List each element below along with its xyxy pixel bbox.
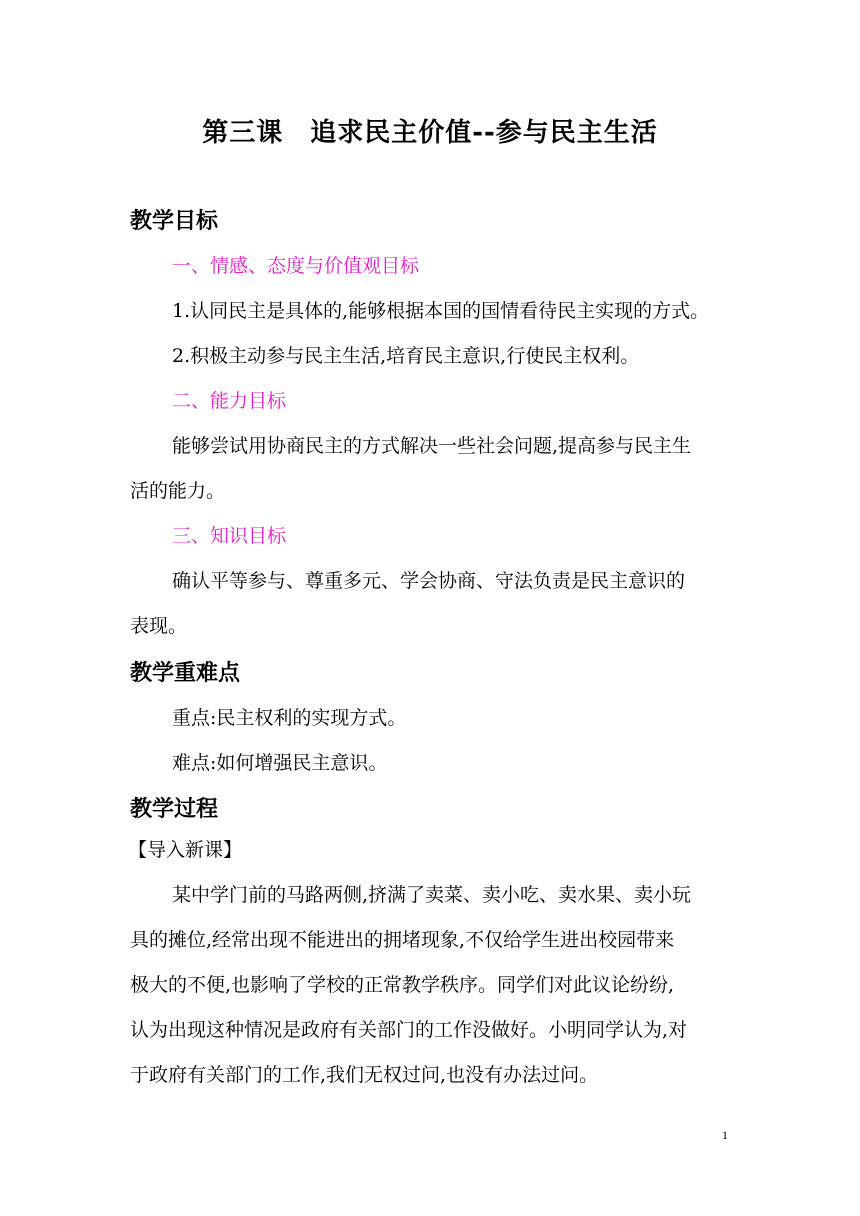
ability-line-2: 活的能力。 (130, 480, 226, 502)
key-point-focus: 重点:民主权利的实现方式。 (172, 707, 407, 729)
intro-label: 【导入新课】 (128, 839, 243, 861)
intro-line-3: 极大的不便,也影响了学校的正常教学秩序。同学们对此议论纷纷, (130, 974, 675, 996)
objectives-heading: 教学目标 (130, 209, 219, 234)
objective-item-2: 2.积极主动参与民主生活,培育民主意识,行使民主权利。 (172, 345, 640, 367)
process-heading: 教学过程 (130, 797, 219, 822)
intro-line-4: 认为出现这种情况是政府有关部门的工作没做好。小明同学认为,对 (130, 1019, 688, 1041)
knowledge-line-2: 表现。 (130, 615, 188, 637)
ability-line-1: 能够尝试用协商民主的方式解决一些社会问题,提高参与民主生 (172, 435, 692, 457)
section-knowledge-heading: 三、知识目标 (172, 525, 287, 547)
section-ability-heading: 二、能力目标 (172, 390, 287, 412)
intro-line-2: 具的摊位,经常出现不能进出的拥堵现象,不仅给学生进出校园带来 (130, 929, 675, 951)
intro-line-1: 某中学门前的马路两侧,挤满了卖菜、卖小吃、卖水果、卖小玩 (172, 884, 692, 906)
knowledge-line-1: 确认平等参与、尊重多元、学会协商、守法负责是民主意识的 (172, 570, 686, 592)
objective-item-1: 1.认同民主是具体的,能够根据本国的国情看待民主实现的方式。 (172, 300, 710, 322)
key-points-heading: 教学重难点 (130, 661, 241, 686)
key-point-difficulty: 难点:如何增强民主意识。 (172, 752, 388, 774)
section-emotion-heading: 一、情感、态度与价值观目标 (172, 255, 420, 277)
page-number: 1 (722, 1128, 728, 1142)
lesson-title: 第三课 追求民主价值--参与民主生活 (202, 118, 658, 148)
intro-line-5: 于政府有关部门的工作,我们无权过问,也没有办法过问。 (130, 1064, 599, 1086)
